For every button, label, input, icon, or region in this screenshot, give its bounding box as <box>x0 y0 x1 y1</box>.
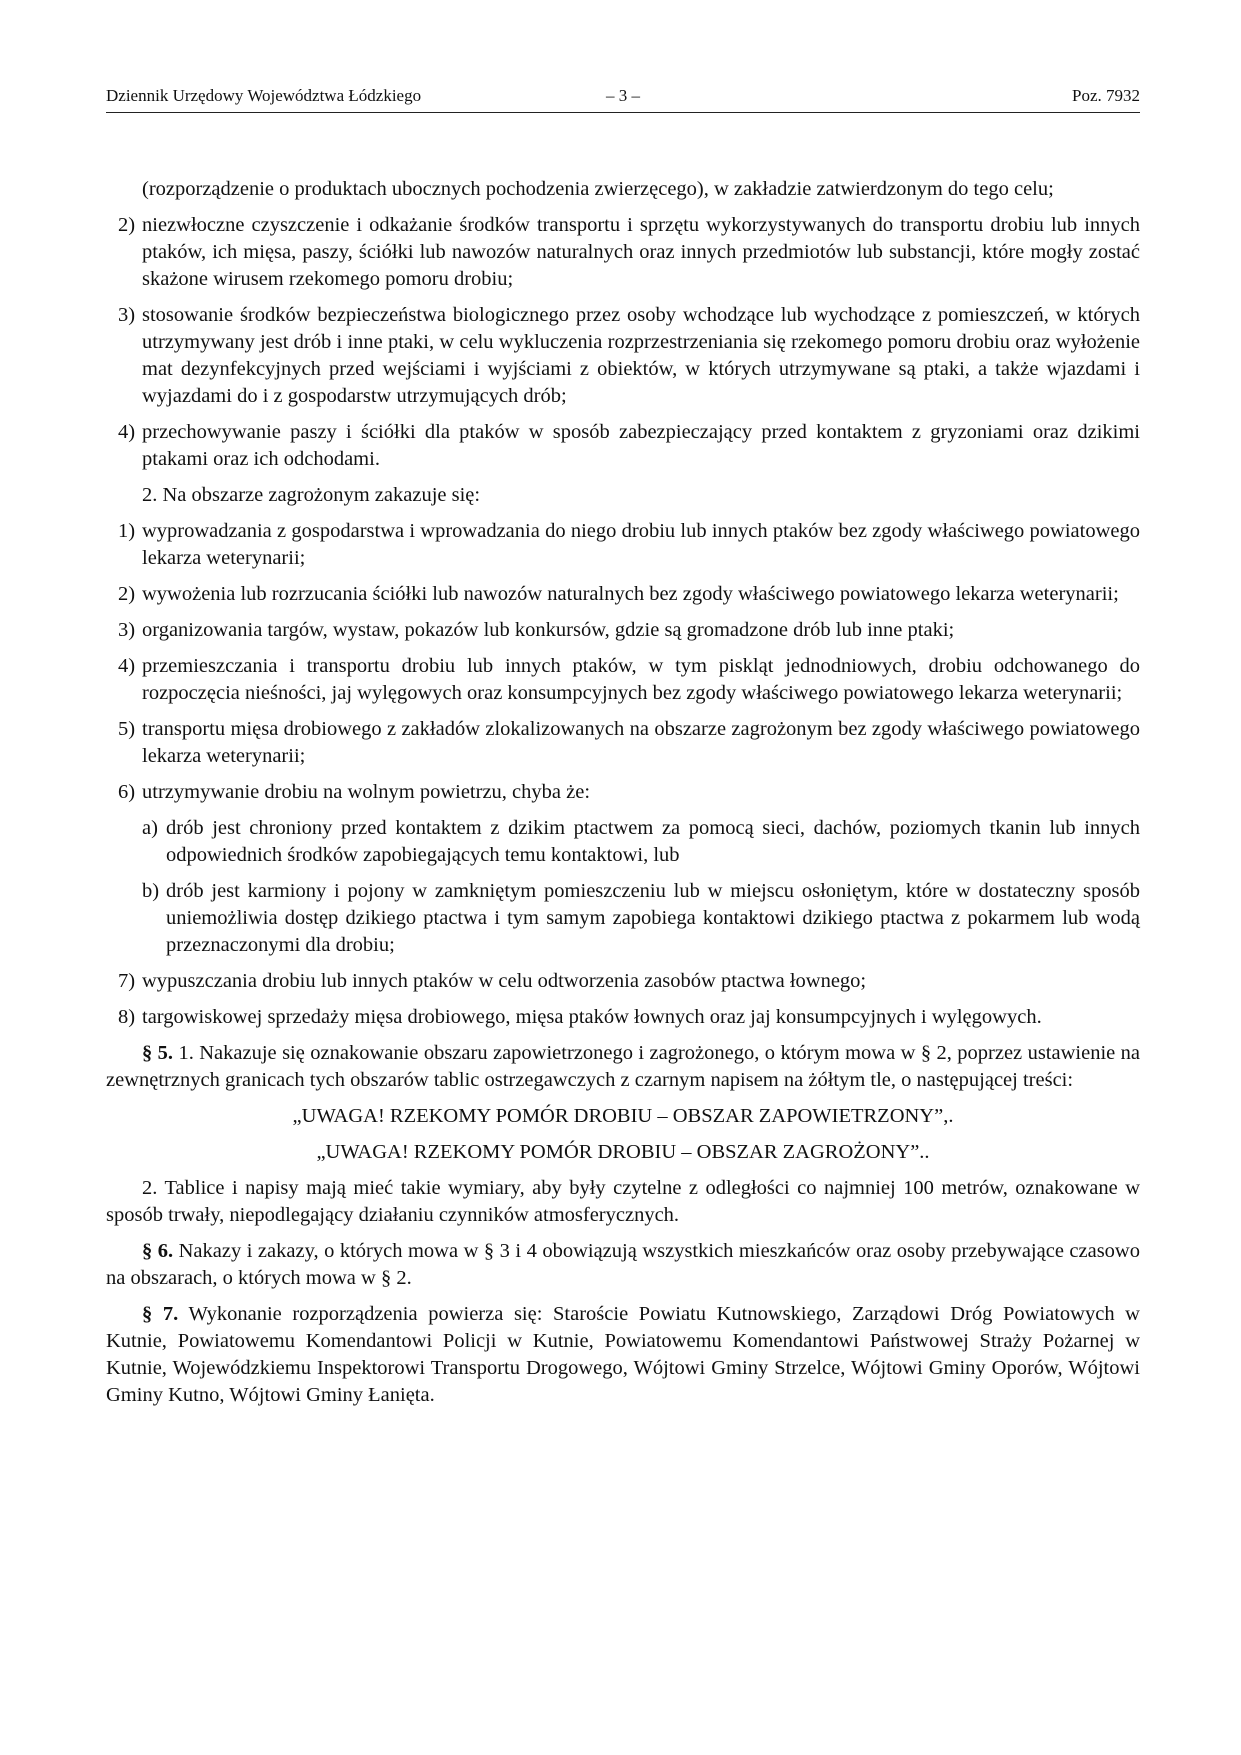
item-text: przechowywanie paszy i ściółki dla ptaków w sposób zabezpieczający przed kontaktem z gryzoniami oraz dzikimi ptakami oraz ich odchodami. <box>142 421 1140 470</box>
list-item <box>106 212 1140 293</box>
list-item <box>106 617 1140 644</box>
item-text: utrzymywanie drobiu na wolnym powietrzu, chyba że: <box>142 781 591 803</box>
list-item <box>106 653 1140 707</box>
paragraph-7 <box>106 1301 1140 1409</box>
item-text: wywożenia lub rozrzucania ściółki lub nawozów naturalnych bez zgody właściwego powiatowego lekarza weterynarii; <box>142 583 1119 605</box>
item-number: 3) <box>118 619 136 641</box>
list-item <box>106 302 1140 410</box>
item-number: 3) <box>118 304 136 326</box>
warning-sign-text-2: „UWAGA! RZEKOMY POMÓR DROBIU – OBSZAR ZAGROŻONY”.. <box>316 1141 930 1163</box>
page-number: – 3 – <box>606 86 640 105</box>
list-item <box>106 779 1140 806</box>
section-2-intro: 2. Na obszarze zagrożonym zakazuje się: <box>142 484 481 506</box>
paragraph-6 <box>106 1238 1140 1292</box>
item-number: 5) <box>118 718 136 740</box>
paragraph-7-text: Wykonanie rozporządzenia powierza się: Staroście Powiatu Kutnowskiego, Zarządowi Dróg Powiatowych w Kutnie, Powiatowemu Komendantowi Policji w Kutnie, Powiatowemu Komendantowi Państwowej Straży Pożarnej w Kutnie, Wojewódzkiemu Inspektorowi Transportu Drogowego, Wójtowi Gminy Strzelce, Wójtowi Gminy Oporów, Wójtowi Gminy Kutno, Wójtowi Gminy Łanięta. <box>106 1303 1140 1406</box>
sub-item-letter: b) <box>142 880 160 902</box>
item-text: targowiskowej sprzedaży mięsa drobiowego, mięsa ptaków łownych oraz jaj konsumpcyjnych i wylęgowych. <box>142 1006 1042 1028</box>
sub-list-item <box>106 815 1140 869</box>
warning-sign-text-1: „UWAGA! RZEKOMY POMÓR DROBIU – OBSZAR ZAPOWIETRZONY”,. <box>292 1105 954 1127</box>
paragraph-5 <box>106 1040 1140 1094</box>
paragraph-6-text: Nakazy i zakazy, o których mowa w § 3 i 4 obowiązują wszystkich mieszkańców oraz osoby przebywające czasowo na obszarach, o których mowa w § 2. <box>106 1240 1140 1289</box>
page-header <box>106 86 1140 113</box>
paragraph-5-text: 1. Nakazuje się oznakowanie obszaru zapowietrzonego i zagrożonego, o którym mowa w § 2, poprzez ustawienie na zewnętrznych granicach tych obszarów tablic ostrzegawczych z czarnym napisem na żółtym tle, o następującej treści: <box>106 1042 1140 1091</box>
list-item <box>106 716 1140 770</box>
item-text: wyprowadzania z gospodarstwa i wprowadzania do niego drobiu lub innych ptaków bez zgody właściwego powiatowego lekarza weterynarii; <box>142 520 1140 569</box>
list-item <box>106 1004 1140 1031</box>
sub-item-text: drób jest karmiony i pojony w zamkniętym pomieszczeniu lub w miejscu osłoniętym, które w dostateczny sposób uniemożliwia dostęp dzikiego ptactwa i tym samym zapobiega kontaktowi dzikiego ptactwa z pokarmem lub wodą przeznaczonymi dla drobiu; <box>166 880 1140 956</box>
paragraph-5-point-2: 2. Tablice i napisy mają mieć takie wymiary, aby były czytelne z odległości co najmniej 100 metrów, oznakowane w sposób trwały, niepodlegający działaniu czynników atmosferycznych. <box>106 1177 1140 1226</box>
paragraph-7-label: § 7. <box>142 1303 179 1325</box>
continuation-text: (rozporządzenie o produktach ubocznych pochodzenia zwierzęcego), w zakładzie zatwierdzonym do tego celu; <box>142 178 1054 200</box>
item-number: 7) <box>118 970 136 992</box>
paragraph-6-label: § 6. <box>142 1240 174 1262</box>
item-number: 4) <box>118 421 136 443</box>
sub-item-text: drób jest chroniony przed kontaktem z dzikim ptactwem za pomocą sieci, dachów, poziomych tkanin lub innych odpowiednich środków zapobiegających temu kontaktowi, lub <box>166 817 1140 866</box>
item-number: 2) <box>118 583 136 605</box>
item-number: 2) <box>118 214 136 236</box>
item-text: niezwłoczne czyszczenie i odkażanie środków transportu i sprzętu wykorzystywanych do transportu drobiu lub innych ptaków, ich mięsa, paszy, ściółki lub nawozów naturalnych oraz innych przedmiotów lub substancji, które mogły zostać skażone wirusem rzekomego pomoru drobiu; <box>142 214 1140 290</box>
list-item <box>106 581 1140 608</box>
item-number: 8) <box>118 1006 136 1028</box>
item-text: przemieszczania i transportu drobiu lub innych ptaków, w tym piskląt jednodniowych, drobiu odchowanego do rozpoczęcia nieśności, jaj wylęgowych oraz konsumpcyjnych bez zgody właściwego powiatowego lekarza weterynarii; <box>142 655 1140 704</box>
list-item <box>106 518 1140 572</box>
item-number: 6) <box>118 781 136 803</box>
document-body <box>106 176 1140 1418</box>
position-number: Poz. 7932 <box>1072 86 1140 105</box>
item-number: 1) <box>118 520 136 542</box>
item-number: 4) <box>118 655 136 677</box>
sub-list-item <box>106 878 1140 959</box>
item-text: transportu mięsa drobiowego z zakładów zlokalizowanych na obszarze zagrożonym bez zgody właściwego powiatowego lekarza weterynarii; <box>142 718 1140 767</box>
item-text: stosowanie środków bezpieczeństwa biologicznego przez osoby wchodzące lub wychodzące z pomieszczeń, w których utrzymywany jest drób i inne ptaki, w celu wykluczenia rozprzestrzeniania się rzekomego pomoru drobiu oraz wyłożenie mat dezynfekcyjnych przed wejściami i wyjściami z obiektów, w których utrzymywane są ptaki, a także wjazdami i wyjazdami do i z gospodarstw utrzymujących drób; <box>142 304 1140 407</box>
list-item <box>106 968 1140 995</box>
sub-item-letter: a) <box>142 817 158 839</box>
paragraph-5-label: § 5. <box>142 1042 174 1064</box>
item-text: organizowania targów, wystaw, pokazów lub konkursów, gdzie są gromadzone drób lub inne ptaki; <box>142 619 955 641</box>
item-text: wypuszczania drobiu lub innych ptaków w celu odtworzenia zasobów ptactwa łownego; <box>142 970 867 992</box>
journal-title: Dziennik Urzędowy Województwa Łódzkiego <box>106 86 422 105</box>
list-item <box>106 419 1140 473</box>
